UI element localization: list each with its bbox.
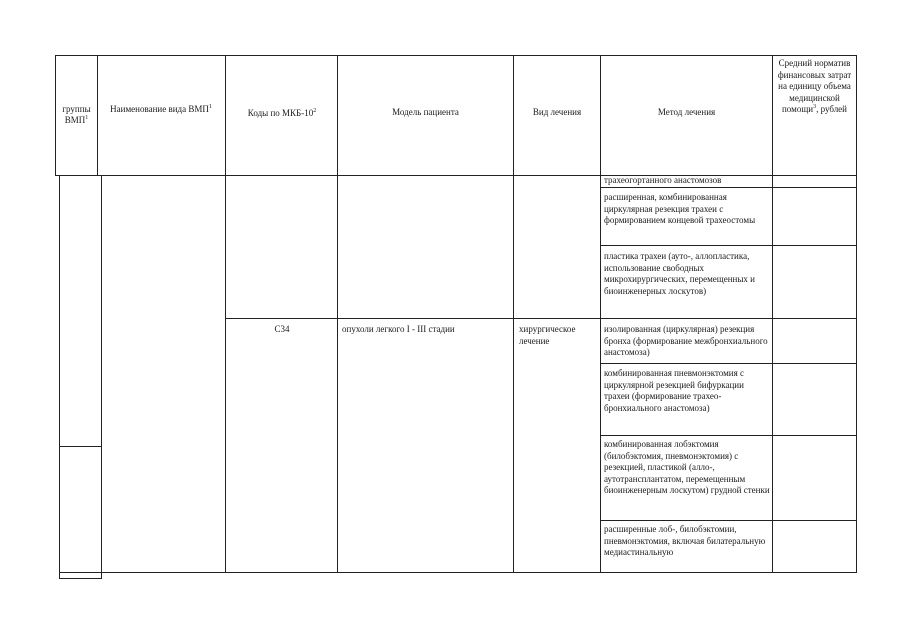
table-top-border xyxy=(55,55,857,56)
col-line-5 xyxy=(600,55,601,572)
icd-code-cell: C34 xyxy=(274,324,290,334)
table-bottom-border-left xyxy=(59,578,102,579)
col-line-4 xyxy=(513,55,514,572)
method-cell: расширенная, комбинированная циркулярная резекция трахеи с формированием концевой трахеостомы xyxy=(604,192,756,225)
method-cell: комбинированная пневмонэктомия с циркулярной резекцией бифуркации трахеи (формирование трахео-бронхиального анастомоза) xyxy=(604,368,745,413)
patient-model-cell: опухоли легкого I - III стадии xyxy=(342,324,455,334)
method-cell: пластика трахеи (ауто-, аллопластика, использование свободных микрохирургических, перемещенных и биоинженерных лоскутов) xyxy=(604,251,755,296)
header-cost-norm: Средний норматив финансовых затрат на единицу объема медицинской помощи$^3$, рублей xyxy=(777,58,852,114)
col-line-0b xyxy=(59,175,60,578)
col-line-1 xyxy=(97,55,98,175)
row-line-5 xyxy=(600,435,856,436)
header-vmp-group: группы ВМП$^1$ xyxy=(62,104,91,125)
header-treatment-method: Метод лечения xyxy=(657,107,716,117)
col-line-1b xyxy=(101,175,102,578)
method-cell: расширенные лоб-, билобэктомии, пневмонэктомия, включая билатеральную медиастинальную xyxy=(604,524,766,557)
header-vmp-name: Наименование вида ВМП$^1$ xyxy=(110,104,212,114)
table-bottom-border xyxy=(59,572,857,573)
col-line-2 xyxy=(225,55,226,572)
col-line-6 xyxy=(772,55,773,572)
method-cell: изолированная (циркулярная) резекция бронха (формирование межбронхиального анастомоза) xyxy=(604,324,768,357)
method-cell: комбинированная лобэктомия (билобэктомия, пневмонэктомия) с резекцией, пластикой (алло-, аутотрансплантатом, перемещенным биоинженерным лоскутом) грудной стенки xyxy=(604,439,770,495)
row-line-6 xyxy=(600,520,856,521)
row-line-3b xyxy=(225,318,600,319)
row-line-3 xyxy=(600,318,856,319)
header-treatment-type: Вид лечения xyxy=(532,107,582,117)
row-line-2 xyxy=(600,245,856,246)
row-line-1 xyxy=(600,187,856,188)
col1-split-line xyxy=(59,446,101,447)
treatment-type-cell: хирургическое лечение xyxy=(519,324,576,346)
method-cell: трахеогортанного анастомозов xyxy=(604,175,722,185)
col-line-7 xyxy=(856,55,857,572)
row-line-4 xyxy=(600,363,856,364)
header-patient-model: Модель пациента xyxy=(392,107,459,117)
header-icd-codes: Коды по МКБ-$10^2$ xyxy=(247,108,317,118)
col-line-3 xyxy=(337,55,338,572)
